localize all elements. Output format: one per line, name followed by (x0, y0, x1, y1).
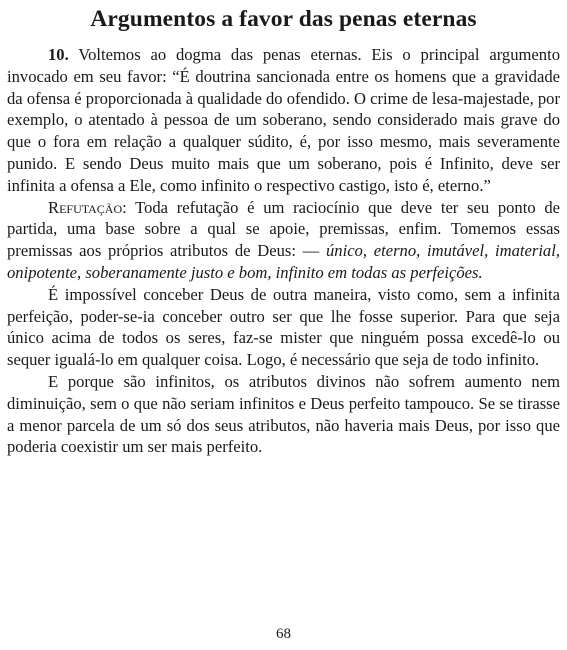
page-title: Argumentos a favor das penas eternas (90, 6, 477, 32)
body-text (7, 44, 560, 458)
paragraph-end: . (478, 262, 483, 282)
paragraph-text: É impossível conceber Deus de outra maneira, visto como, sem a infinita perfeição, poder-se-ia conceber outro ser que lhe fosse superior. Para que seja único acima de todos os seres, faz-se mister que ninguém possa excedê-lo ou sequer igualá-lo em qualquer coisa. Logo, é necessário que seja de todo infinito. (7, 284, 560, 370)
paragraph-text: Voltemos ao dogma das penas eternas. Eis o principal argumento invocado em seu favor: “É doutrina sancionada entre os homens que a gravidade da ofensa é proporcionada à qualidade do ofendido. O crime de lesa-majestade, por exemplo, o atentado à pessoa de um soberano, sendo considerado mais grave do que o fora em relação a qualquer súdito, é, por isso mesmo, mais severamente punido. E sendo Deus muito mais que um soberano, pois é Infinito, deve ser infinita a ofensa a Ele, como infinito o respectivo castigo, isto é, eterno.” (7, 45, 560, 195)
paragraph-refutation (7, 197, 560, 284)
paragraph-number: 10. (48, 45, 69, 64)
page-number: 68 (276, 626, 291, 642)
refutation-label: Refutação (48, 197, 123, 217)
paragraph-text: : Toda refutação é um raciocínio que deve ter seu ponto de partida, uma base sobre a qual se apoie, premissas, enfim. Tomemos essas premissas aos próprios atributos de Deus: — (7, 197, 560, 261)
paragraph-infinite-attributes (7, 371, 560, 458)
attributes-italic-text: único, eterno, imutável, imaterial, onipotente, soberanamente justo e bom, infinito em todas as perfeições (7, 241, 560, 282)
paragraph-text: E porque são infinitos, os atributos divinos não sofrem aumento nem diminuição, sem o que não seriam infinitos e Deus perfeito tampouco. Se se tirasse a menor parcela de um só dos seus atributos, não haveria mais Deus, por isso que poderia coexistir um ser mais perfeito. (7, 371, 560, 457)
paragraph-10 (7, 44, 560, 197)
paragraph-impossible (7, 284, 560, 371)
